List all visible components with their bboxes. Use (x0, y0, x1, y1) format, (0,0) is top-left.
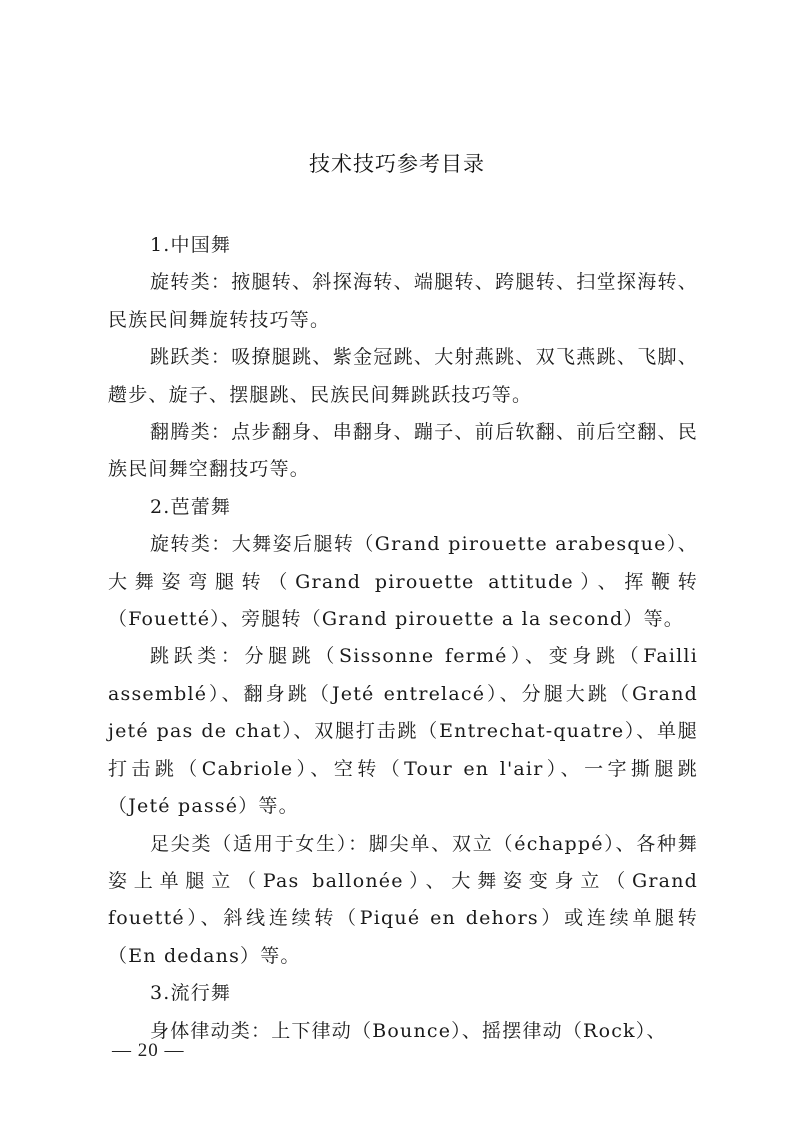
paragraph-popular-rhythm: 身体律动类：上下律动（Bounce）、摇摆律动（Rock）、 (150, 1019, 667, 1042)
paragraph-chinese-jumps: 跳跃类：吸撩腿跳、紫金冠跳、大射燕跳、双飞燕跳、飞脚、趱步、旋子、摆腿跳、民族民间舞跳跃技巧等。 (108, 346, 698, 406)
paragraph-chinese-tumbling: 翻腾类：点步翻身、串翻身、蹦子、前后软翻、前后空翻、民族民间舞空翻技巧等。 (108, 421, 698, 481)
section-heading-popular-dance: 3.流行舞 (150, 982, 232, 1005)
section-heading-chinese-dance: 1.中国舞 (150, 234, 232, 256)
paragraph-chinese-spins: 旋转类：掖腿转、斜探海转、端腿转、跨腿转、扫堂探海转、民族民间舞旋转技巧等。 (108, 271, 698, 331)
document-title: 技术技巧参考目录 (309, 152, 485, 176)
paragraph-ballet-pointe: 足尖类（适用于女生）：脚尖单、双立（échappé）、各种舞姿上单腿立（Pas ballonée）、大舞姿变身立（Grand fouetté）、斜线连续转（Piqué en dehors）或连续单腿转（En dedans）等。 (108, 832, 698, 967)
page-number: — 20 — (112, 1040, 185, 1061)
section-heading-ballet: 2.芭蕾舞 (150, 495, 232, 518)
paragraph-ballet-jumps: 跳跃类：分腿跳（Sissonne fermé）、变身跳（Failli assemblé）、翻身跳（Jeté entrelacé）、分腿大跳（Grand jeté pas de chat）、双腿打击跳（Entrechat-quatre）、单腿打击跳（Cabriole）、空转（Tour en l'air）、一字撕腿跳（Jeté passé）等。 (108, 645, 698, 818)
paragraph-ballet-spins: 旋转类：大舞姿后腿转（Grand pirouette arabesque）、大舞姿弯腿转（Grand pirouette attitude）、挥鞭转（Fouetté）、旁腿转（Grand pirouette a la second）等。 (108, 533, 698, 631)
document-body (108, 227, 698, 1050)
